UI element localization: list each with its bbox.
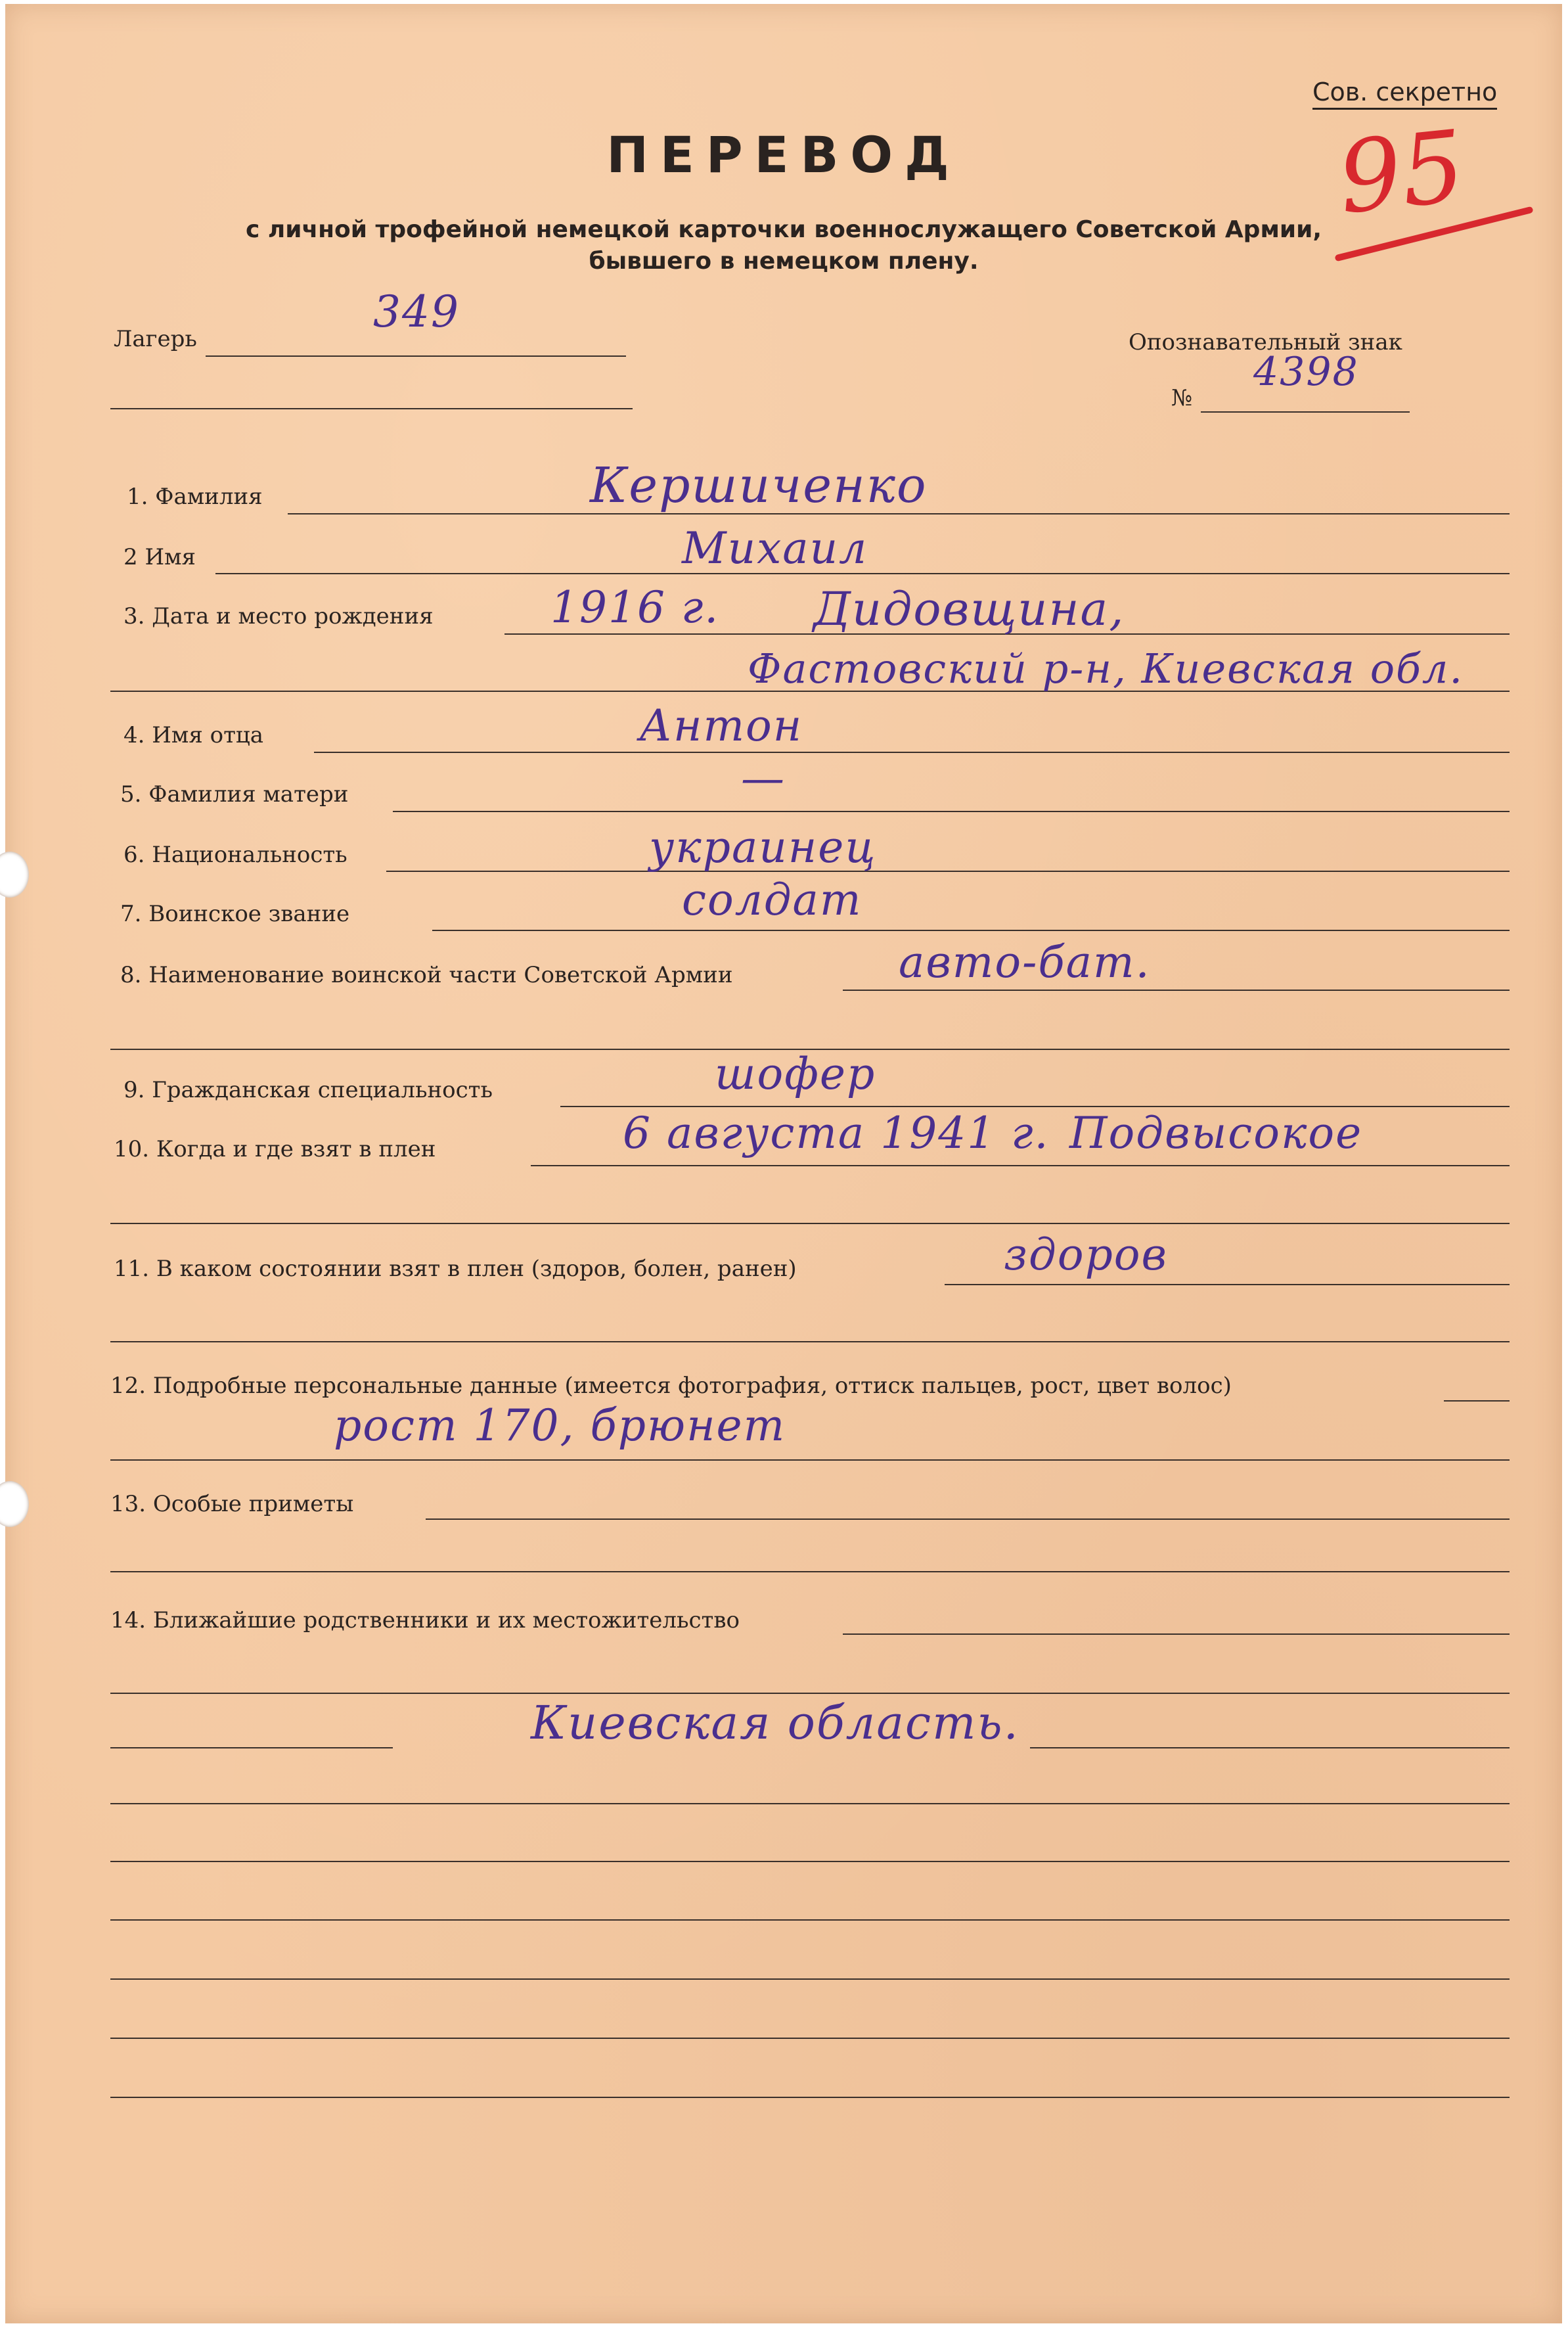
field-10-label: 10. Когда и где взят в плен [114,1136,436,1162]
field-10-place: Подвысокое [1069,1108,1363,1158]
field-13-label: 13. Особые приметы [110,1491,354,1517]
field-12-line-2 [110,1459,1510,1461]
camp-line [206,355,626,357]
field-11-value: здоров [1004,1229,1168,1280]
camp-label: Лагерь [114,326,197,352]
field-12-line [1444,1400,1510,1402]
field-14-line [843,1633,1510,1635]
blank-line-2 [110,1861,1510,1862]
field-6-value: украинец [649,822,877,873]
field-10-line-2 [110,1223,1510,1224]
field-8-value: авто-бат. [899,937,1151,988]
field-9-label: 9. Гражданская специальность [123,1077,493,1103]
field-5-value: — [741,753,786,804]
field-9-value: шофер [715,1049,876,1099]
field-12-label: 12. Подробные персональные данные (имеется фотография, оттиск пальцев, рост, цвет волос) [110,1373,1232,1399]
field-14-value: Киевская область. [531,1696,1019,1750]
field-4-label: 4. Имя отца [123,722,264,748]
field-3-region: Фастовский р-н, Киевская обл. [748,645,1464,693]
punch-hole-upper [0,852,29,898]
field-2-value: Михаил [682,523,868,574]
blank-line-6 [110,2097,1510,2098]
field-6-label: 6. Национальность [123,842,347,868]
field-13-line [426,1518,1510,1520]
subtitle-line-2: бывшего в немецком плену. [589,248,979,275]
id-mark-value: 4398 [1253,349,1359,395]
secrecy-stamp: Сов. секретно [1312,78,1497,110]
field-3-year: 1916 г. [550,582,720,633]
blank-line-4 [110,1978,1510,1980]
field-1-label: 1. Фамилия [127,484,263,510]
blank-line-5 [110,2038,1510,2039]
form-sheet [5,4,1562,2323]
field-11-line [945,1284,1510,1285]
field-3-place: Дидовщина, [813,582,1125,636]
field-14-label: 14. Ближайшие родственники и их местожительство [110,1607,740,1633]
blank-line-1 [110,1803,1510,1804]
field-11-line-2 [110,1341,1510,1342]
field-9-line [560,1106,1510,1107]
field-7-value: солдат [682,875,862,925]
field-8-label: 8. Наименование воинской части Советской Армии [120,962,733,988]
subtitle-line-1: с личной трофейной немецкой карточки военнослужащего Советской Армии, [245,216,1322,243]
field-5-label: 5. Фамилия матери [120,781,349,808]
field-7-label: 7. Воинское звание [120,901,350,927]
field-2-label: 2 Имя [123,544,196,570]
field-3-label: 3. Дата и место рождения [123,603,434,629]
page-title: ПЕРЕВОД [606,126,961,184]
field-14-line-3b [1030,1747,1510,1748]
blank-line-3 [110,1919,1510,1921]
field-5-line [393,811,1510,812]
field-8-line [843,990,1510,991]
field-1-value: Кершиченко [590,457,928,514]
field-14-line-2 [110,1693,1510,1694]
id-mark-no-label: № [1171,385,1193,411]
id-mark-label: Опознавательный знак [1129,329,1402,355]
field-10-date: 6 августа 1941 г. [623,1108,1050,1158]
field-7-line [432,930,1510,931]
punch-hole-lower [0,1481,29,1527]
field-14-line-3a [110,1747,393,1748]
field-4-line [314,752,1510,753]
field-12-value: рост 170, брюнет [334,1400,786,1451]
camp-line-2 [110,408,633,409]
red-annotation-number: 95 [1333,109,1470,237]
field-13-line-2 [110,1571,1510,1572]
field-11-label: 11. В каком состоянии взят в плен (здоров, болен, ранен) [114,1256,797,1282]
field-10-line [531,1165,1510,1166]
camp-value: 349 [373,286,460,337]
field-6-line [386,871,1510,872]
field-4-value: Антон [639,700,803,751]
id-mark-line [1201,411,1410,413]
